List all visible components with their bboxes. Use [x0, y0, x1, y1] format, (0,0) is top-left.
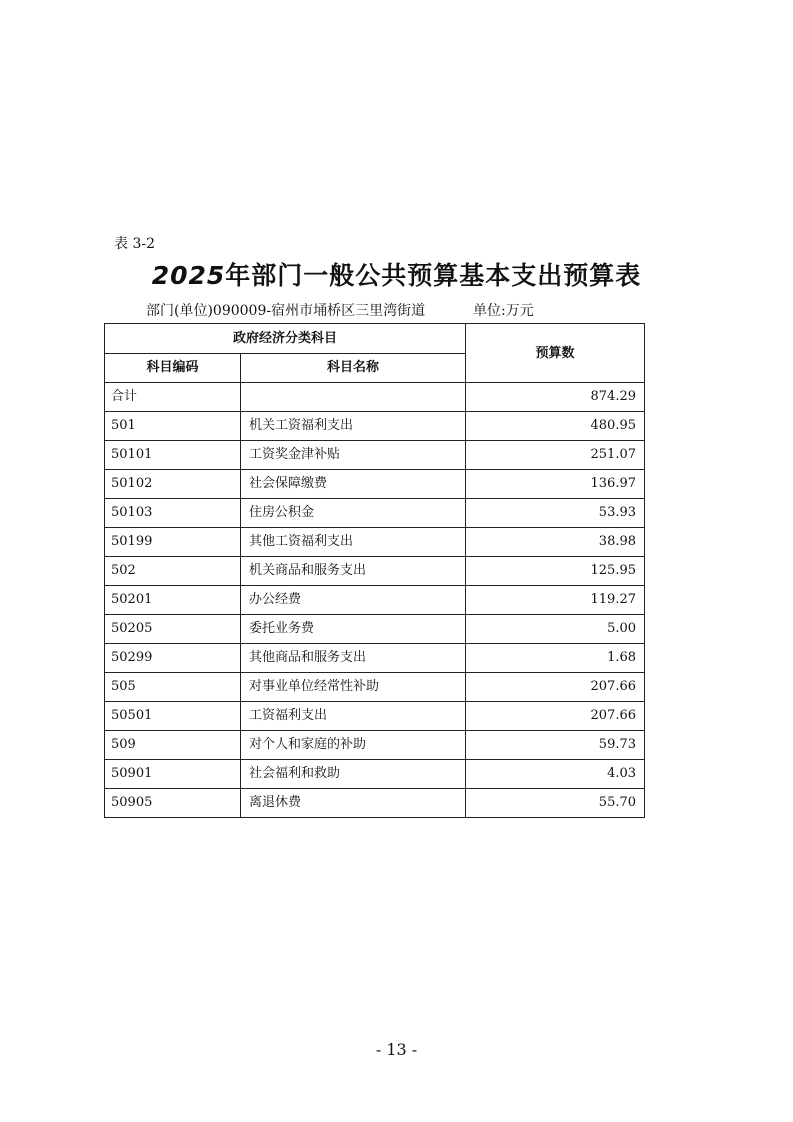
row-name: 工资奖金津补贴 [241, 441, 466, 470]
row-code: 合计 [105, 383, 241, 412]
row-amount: 59.73 [466, 731, 645, 760]
table-label: 表 3-2 [114, 236, 155, 252]
row-amount: 207.66 [466, 702, 645, 731]
row-name [241, 383, 466, 412]
row-code: 50905 [105, 789, 241, 818]
table-row [105, 441, 645, 470]
row-code: 505 [105, 673, 241, 702]
row-amount: 53.93 [466, 499, 645, 528]
table-row [105, 557, 645, 586]
row-code: 509 [105, 731, 241, 760]
department-info: 部门(单位)090009-宿州市埇桥区三里湾街道 [146, 303, 426, 319]
table-row [105, 644, 645, 673]
table-row [105, 383, 645, 412]
row-name: 社会福利和救助 [241, 760, 466, 789]
row-amount: 874.29 [466, 383, 645, 412]
row-name: 机关工资福利支出 [241, 412, 466, 441]
table-row [105, 673, 645, 702]
row-amount: 136.97 [466, 470, 645, 499]
row-name: 对个人和家庭的补助 [241, 731, 466, 760]
row-code: 50901 [105, 760, 241, 789]
row-code: 501 [105, 412, 241, 441]
header-classification: 政府经济分类科目 [105, 324, 466, 354]
unit-info: 单位:万元 [473, 303, 534, 319]
row-name: 对事业单位经常性补助 [241, 673, 466, 702]
row-code: 50501 [105, 702, 241, 731]
header-name: 科目名称 [241, 354, 466, 383]
document-title [0, 256, 793, 292]
row-code: 50102 [105, 470, 241, 499]
row-code: 50299 [105, 644, 241, 673]
table-row [105, 760, 645, 789]
header-code: 科目编码 [105, 354, 241, 383]
row-name: 离退休费 [241, 789, 466, 818]
row-name: 社会保障缴费 [241, 470, 466, 499]
budget-table [104, 323, 645, 818]
title-year: 2025 [151, 261, 226, 290]
title-text: 年部门一般公共预算基本支出预算表 [225, 261, 642, 290]
row-amount: 251.07 [466, 441, 645, 470]
table-row [105, 615, 645, 644]
table-row [105, 789, 645, 818]
row-amount: 119.27 [466, 586, 645, 615]
header-amount: 预算数 [466, 324, 645, 383]
row-code: 50199 [105, 528, 241, 557]
page-number: - 13 - [375, 1040, 418, 1059]
row-name: 委托业务费 [241, 615, 466, 644]
table-row [105, 528, 645, 557]
row-amount: 1.68 [466, 644, 645, 673]
table-row [105, 702, 645, 731]
table-row [105, 412, 645, 441]
row-code: 50201 [105, 586, 241, 615]
row-amount: 55.70 [466, 789, 645, 818]
table-row [105, 586, 645, 615]
row-code: 50103 [105, 499, 241, 528]
row-name: 其他工资福利支出 [241, 528, 466, 557]
row-amount: 5.00 [466, 615, 645, 644]
row-name: 机关商品和服务支出 [241, 557, 466, 586]
row-name: 住房公积金 [241, 499, 466, 528]
table-row [105, 731, 645, 760]
row-code: 50205 [105, 615, 241, 644]
row-amount: 125.95 [466, 557, 645, 586]
row-code: 502 [105, 557, 241, 586]
row-code: 50101 [105, 441, 241, 470]
row-amount: 207.66 [466, 673, 645, 702]
row-amount: 38.98 [466, 528, 645, 557]
row-amount: 480.95 [466, 412, 645, 441]
row-name: 办公经费 [241, 586, 466, 615]
row-name: 工资福利支出 [241, 702, 466, 731]
table-row [105, 499, 645, 528]
row-amount: 4.03 [466, 760, 645, 789]
table-row [105, 470, 645, 499]
row-name: 其他商品和服务支出 [241, 644, 466, 673]
